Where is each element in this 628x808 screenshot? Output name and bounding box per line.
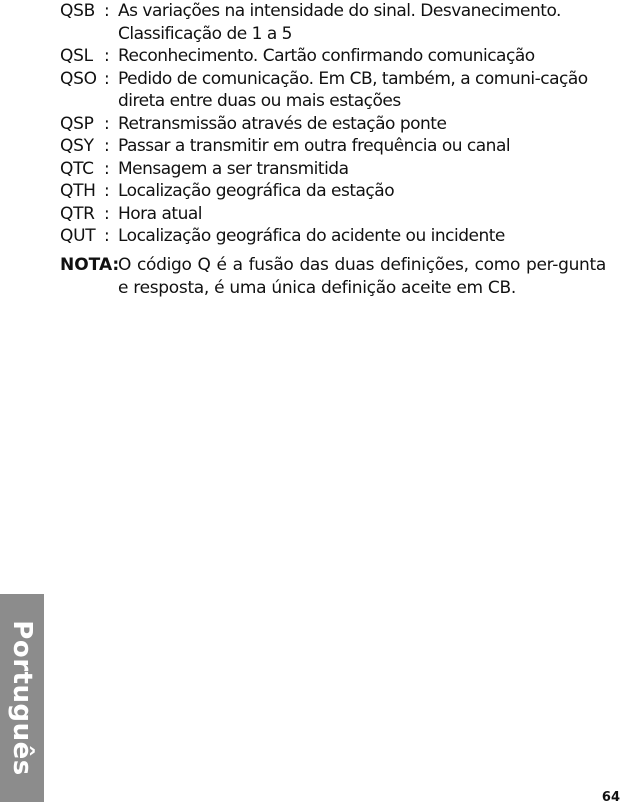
- separator-colon: :: [104, 136, 110, 156]
- separator-colon: :: [104, 113, 110, 134]
- q-code-definition: Pedido de comunicação. Em CB, também, a comuni-cação direta entre duas ou mais estações: [118, 68, 588, 111]
- separator-colon: :: [104, 158, 110, 179]
- q-code-definition: Reconhecimento. Cartão confirmando comunicação: [118, 46, 535, 66]
- q-code-row: [60, 180, 608, 203]
- q-code: QSO: [60, 68, 97, 89]
- page-number: 64: [601, 790, 620, 805]
- q-code-definition: Hora atual: [118, 203, 202, 224]
- separator-colon: :: [104, 203, 110, 224]
- q-code-row: [60, 0, 608, 45]
- note-label: NOTA:: [60, 255, 120, 275]
- q-code-row: [60, 203, 608, 226]
- q-code-definition: Mensagem a ser transmitida: [118, 158, 349, 179]
- q-code-definition: As variações na intensidade do sinal. Desvanecimento. Classificação de 1 a 5: [118, 1, 561, 44]
- q-code: QSB: [60, 1, 95, 21]
- language-tab-label: Português: [7, 620, 37, 776]
- note-text: O código Q é a fusão das duas definições, como per-gunta e resposta, é uma única definição aceite em CB.: [118, 255, 606, 298]
- q-code: QTH: [60, 181, 96, 201]
- q-code-definition: Retransmissão através de estação ponte: [118, 113, 447, 134]
- q-code-definition: Localização geográfica da estação: [118, 181, 395, 201]
- q-code: QSY: [60, 136, 94, 156]
- q-code: QSP: [60, 113, 94, 134]
- separator-colon: :: [104, 181, 110, 201]
- q-code-list: [60, 0, 608, 248]
- q-code-definition: Localização geográfica do acidente ou incidente: [118, 226, 505, 246]
- q-code: QTR: [60, 203, 95, 224]
- separator-colon: :: [104, 1, 110, 21]
- q-code: QTC: [60, 158, 94, 179]
- q-code-row: [60, 113, 608, 136]
- separator-colon: :: [104, 46, 110, 66]
- q-code: QSL: [60, 46, 93, 66]
- q-code-definition: Passar a transmitir em outra frequência ou canal: [118, 136, 511, 156]
- q-code-row: [60, 45, 608, 68]
- language-side-tab: [0, 594, 44, 802]
- q-code: QUT: [60, 226, 96, 246]
- separator-colon: :: [104, 226, 110, 246]
- separator-colon: :: [104, 68, 110, 89]
- q-code-row: [60, 135, 608, 158]
- note-paragraph: [60, 254, 606, 299]
- q-code-row: [60, 68, 608, 113]
- q-code-row: [60, 225, 608, 248]
- q-code-row: [60, 158, 608, 181]
